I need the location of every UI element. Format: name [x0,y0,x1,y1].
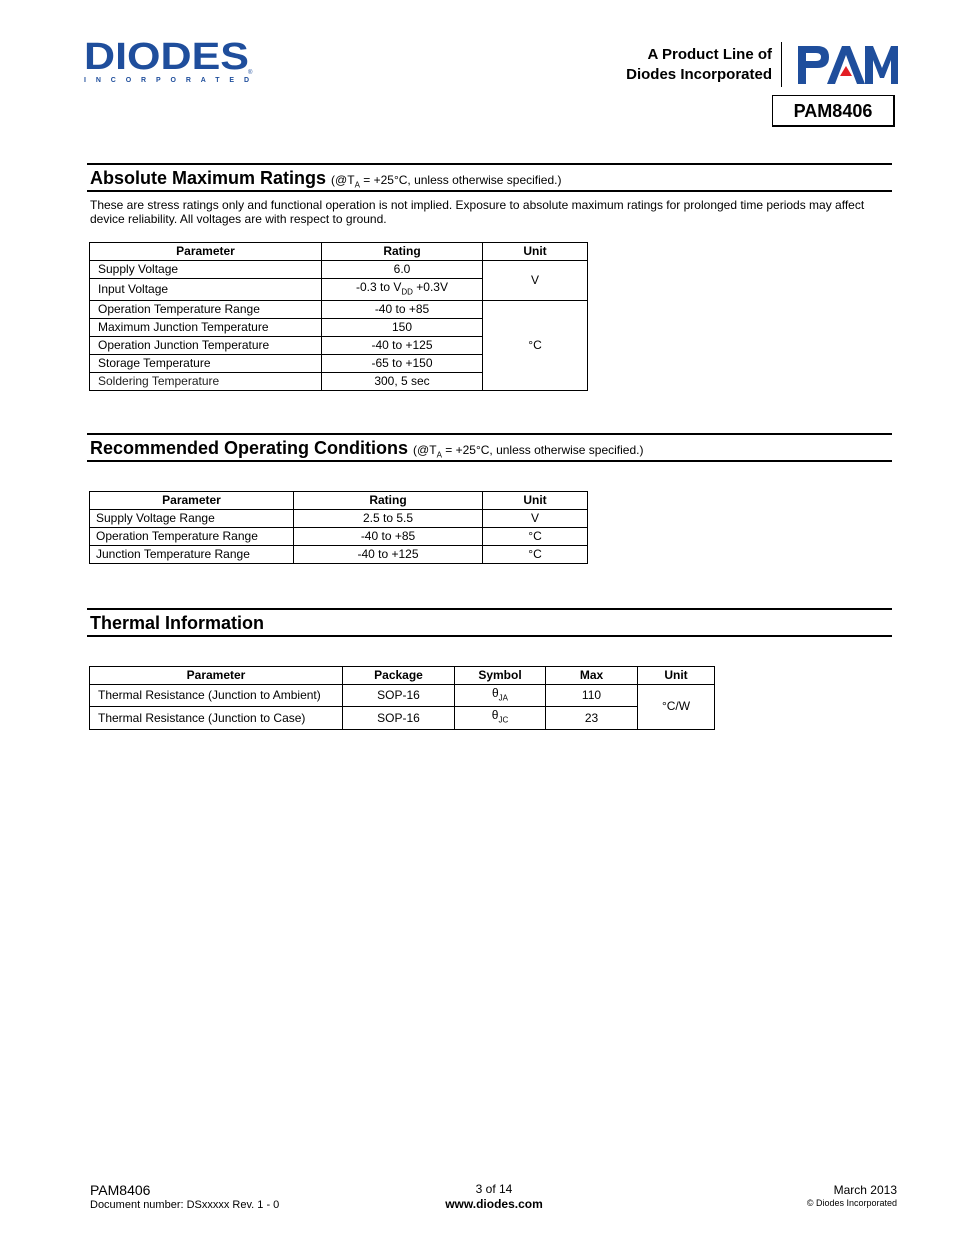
rec-op-header [87,433,892,462]
package-cell: SOP-16 [343,707,455,729]
rec-op-title: Recommended Operating Conditions [90,438,409,458]
product-line-text: A Product Line of [647,46,772,63]
header-parameter: Parameter [90,243,322,261]
footer-part-number: PAM8406 [90,1182,151,1198]
header-rating: Rating [294,492,483,510]
param-cell: Thermal Resistance (Junction to Case) [90,707,343,729]
unit-cell: °C/W [638,685,715,730]
rec-op-condition: ($@T_A = +25^\circ C$, unless otherwise specified.) [413,443,644,460]
part-number-box: PAM8406 [772,95,895,127]
thermal-header [87,608,892,637]
abs-max-condition: ($@T_A = +25^\circ C$, unless otherwise specified.) [331,173,562,190]
abs-max-header [87,163,892,192]
footer-doc-number: Document number: DSxxxxx Rev. 1 - 0 [90,1199,280,1211]
header-parameter: Parameter [90,492,294,510]
rating-cell: -0.3 to $V_{DD} +0.3V$ [322,279,483,301]
product-line [600,45,772,85]
param-cell: Soldering Temperature [90,373,322,391]
table-row [90,707,715,729]
rating-cell: -40 to +85 [322,301,483,319]
param-cell: Junction Temperature Range [90,546,294,564]
param-cell: Thermal Resistance (Junction to Ambient) [90,685,343,707]
footer-date: March 2013 [833,1183,897,1197]
rating-cell: -65 to +150 [322,355,483,373]
unit-cell: V [483,510,588,528]
header-parameter: Parameter [90,667,343,685]
abs-max-note: These are stress ratings only and functional operation is not implied. Exposure to absolute maximum ratings for prolonged time periods may affect device reliability. All voltages are with respect to ground. [90,198,865,226]
symbol-cell: $\theta_{JA}$ [455,685,546,707]
logo-wordmark: DIODES [84,38,250,78]
param-cell: Operation Temperature Range [90,301,322,319]
diodes-logo [84,38,259,88]
table-row [90,546,588,564]
param-cell: Input Voltage [90,279,322,301]
rec-op-table [89,491,588,564]
rating-cell: -40 to +85 [294,528,483,546]
rating-cell: 6.0 [322,261,483,279]
header-rating: Rating [322,243,483,261]
rating-cell: -40 to +125 [322,337,483,355]
table-header-row [90,243,588,261]
logo-subtext: INCORPORATED [84,77,249,84]
pam-letter-a [827,46,865,84]
table-row [90,510,588,528]
footer-copyright: © Diodes Incorporated [806,1198,897,1208]
table-row [90,685,715,707]
table-row [90,261,588,279]
header-divider [781,42,782,87]
table-header-row [90,492,588,510]
thermal-title: Thermal Information [90,613,265,633]
company-name: Diodes Incorporated [626,66,772,83]
param-cell: Operation Temperature Range [90,528,294,546]
footer-website-link[interactable]: www.diodes.com [445,1197,543,1211]
svg-text:PAM: PAM [795,40,798,41]
unit-cell: °C [483,301,588,391]
pam-letter-m [865,46,898,84]
header-unit: Unit [638,667,715,685]
header-unit: Unit [483,243,588,261]
rating-cell: 150 [322,319,483,337]
unit-cell: V [483,261,588,301]
param-cell: Storage Temperature [90,355,322,373]
abs-max-title: Absolute Maximum Ratings [90,168,327,188]
package-cell: SOP-16 [343,685,455,707]
header-symbol: Symbol [455,667,546,685]
symbol-cell: $\theta_{JC}$ [455,707,546,729]
pam-letter-p [798,46,829,84]
header-max: Max [546,667,638,685]
table-row [90,301,588,319]
unit-cell: °C [483,546,588,564]
pam-red-triangle [840,66,852,76]
svg-text:®: ® [248,70,253,76]
param-cell: Operation Junction Temperature [90,337,322,355]
param-cell: Supply Voltage [90,261,322,279]
unit-cell: °C [483,528,588,546]
header-unit: Unit [483,492,588,510]
table-header-row [90,667,715,685]
max-cell: 23 [546,707,638,729]
rating-cell: 300, 5 sec [322,373,483,391]
abs-max-table [89,242,588,391]
rating-cell: 2.5 to 5.5 [294,510,483,528]
pam-logo [795,40,900,88]
param-cell: Maximum Junction Temperature [90,319,322,337]
footer-page-number: 3 of 14 [475,1182,513,1196]
rating-cell: -40 to +125 [294,546,483,564]
thermal-table [89,666,715,730]
header-package: Package [343,667,455,685]
param-cell: Supply Voltage Range [90,510,294,528]
max-cell: 110 [546,685,638,707]
table-row [90,528,588,546]
